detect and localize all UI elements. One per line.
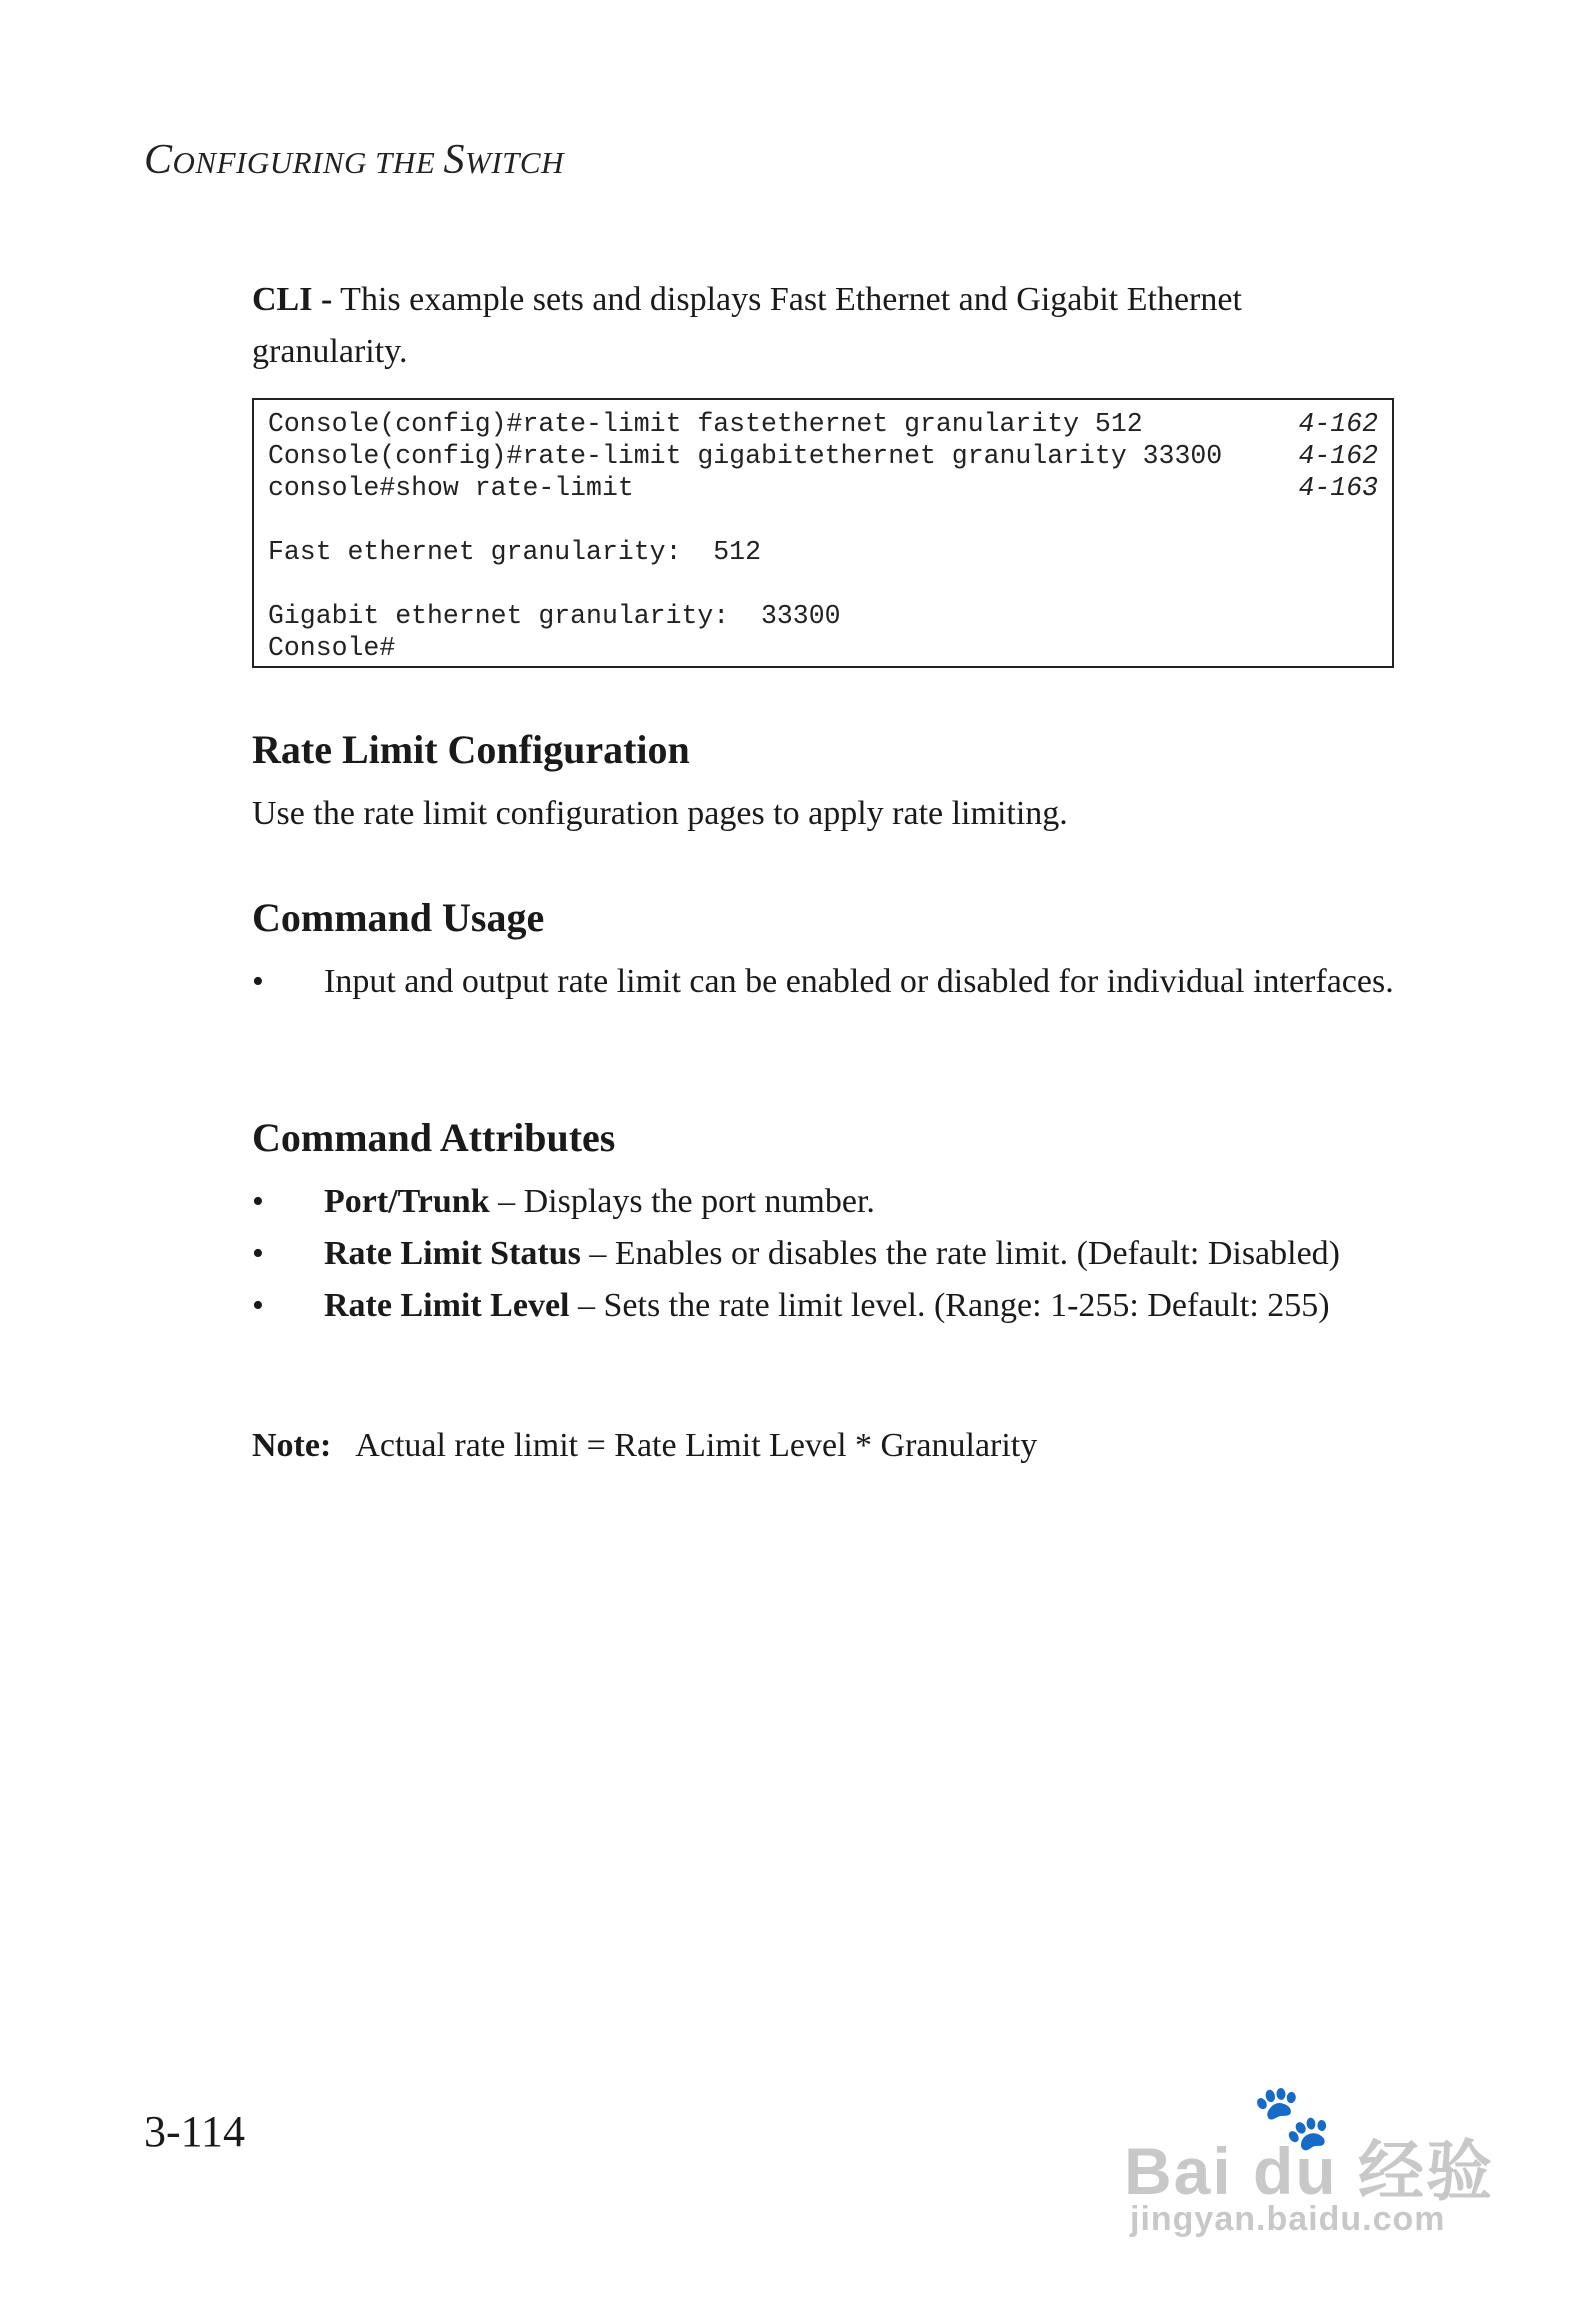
cli-line	[268, 568, 1378, 600]
note-label: Note:	[252, 1427, 332, 1464]
list-item	[252, 956, 1412, 1008]
list-item	[252, 1176, 1412, 1228]
cli-command: Console(config)#rate-limit fastethernet granularity 512	[268, 409, 1143, 439]
usage-item-text: Input and output rate limit can be enabled or disabled for individual interfaces.	[324, 963, 1394, 1000]
list-item	[252, 1280, 1412, 1332]
attribute-description: – Displays the port number.	[489, 1183, 875, 1220]
cli-reference: 4-162	[1298, 409, 1378, 439]
running-header: CONFIGURING THE SWITCH	[144, 137, 564, 183]
note	[252, 1420, 1037, 1472]
intro-text: This example sets and displays Fast Ethernet and Gigabit Ethernet granularity.	[252, 281, 1242, 370]
page-number: 3-114	[144, 2107, 246, 2156]
cli-reference: 4-163	[1298, 473, 1378, 503]
cli-line	[268, 408, 1378, 440]
cli-lines	[268, 408, 1378, 664]
bullet-icon: •	[252, 1287, 264, 1324]
watermark	[1110, 2080, 1510, 2250]
attribute-term: Rate Limit Status	[324, 1235, 581, 1272]
cli-reference: 4-162	[1298, 441, 1378, 471]
intro-paragraph	[252, 274, 1402, 378]
note-text: Actual rate limit = Rate Limit Level * Granularity	[355, 1427, 1038, 1464]
list-item	[252, 1228, 1412, 1280]
command-usage-list	[252, 956, 1412, 1008]
cli-command: console#show rate-limit	[268, 473, 634, 503]
paw-icon: 🐾	[1252, 2082, 1332, 2153]
cli-line	[268, 632, 1378, 664]
attribute-description: – Sets the rate limit level. (Range: 1-255: Default: 255)	[569, 1287, 1330, 1324]
cli-command: Console(config)#rate-limit gigabitethernet granularity 33300	[268, 441, 1223, 471]
watermark-url: jingyan.baidu.com	[1130, 2200, 1446, 2238]
intro-label: CLI -	[252, 281, 333, 318]
cli-line	[268, 536, 1378, 568]
rate-limit-description: Use the rate limit configuration pages to apply rate limiting.	[252, 795, 1068, 832]
command-usage-heading: Command Usage	[252, 895, 545, 940]
cli-command: Fast ethernet granularity: 512	[268, 537, 761, 567]
cli-line	[268, 472, 1378, 504]
attribute-term: Port/Trunk	[324, 1183, 490, 1220]
command-attributes-list	[252, 1176, 1412, 1332]
cli-line	[268, 600, 1378, 632]
cli-example-box	[252, 398, 1394, 668]
attribute-term: Rate Limit Level	[324, 1287, 570, 1324]
attribute-description: – Enables or disables the rate limit. (Default: Disabled)	[580, 1235, 1340, 1272]
command-attributes-heading: Command Attributes	[252, 1115, 616, 1160]
bullet-icon: •	[252, 963, 264, 1000]
cli-command: Gigabit ethernet granularity: 33300	[268, 601, 841, 631]
bullet-icon: •	[252, 1183, 264, 1220]
rate-limit-heading: Rate Limit Configuration	[252, 727, 690, 772]
watermark-logo: Bai du 经验	[1124, 2134, 1495, 2208]
cli-line	[268, 504, 1378, 536]
bullet-icon: •	[252, 1235, 264, 1272]
cli-command: Console#	[268, 633, 396, 663]
cli-line	[268, 440, 1378, 472]
